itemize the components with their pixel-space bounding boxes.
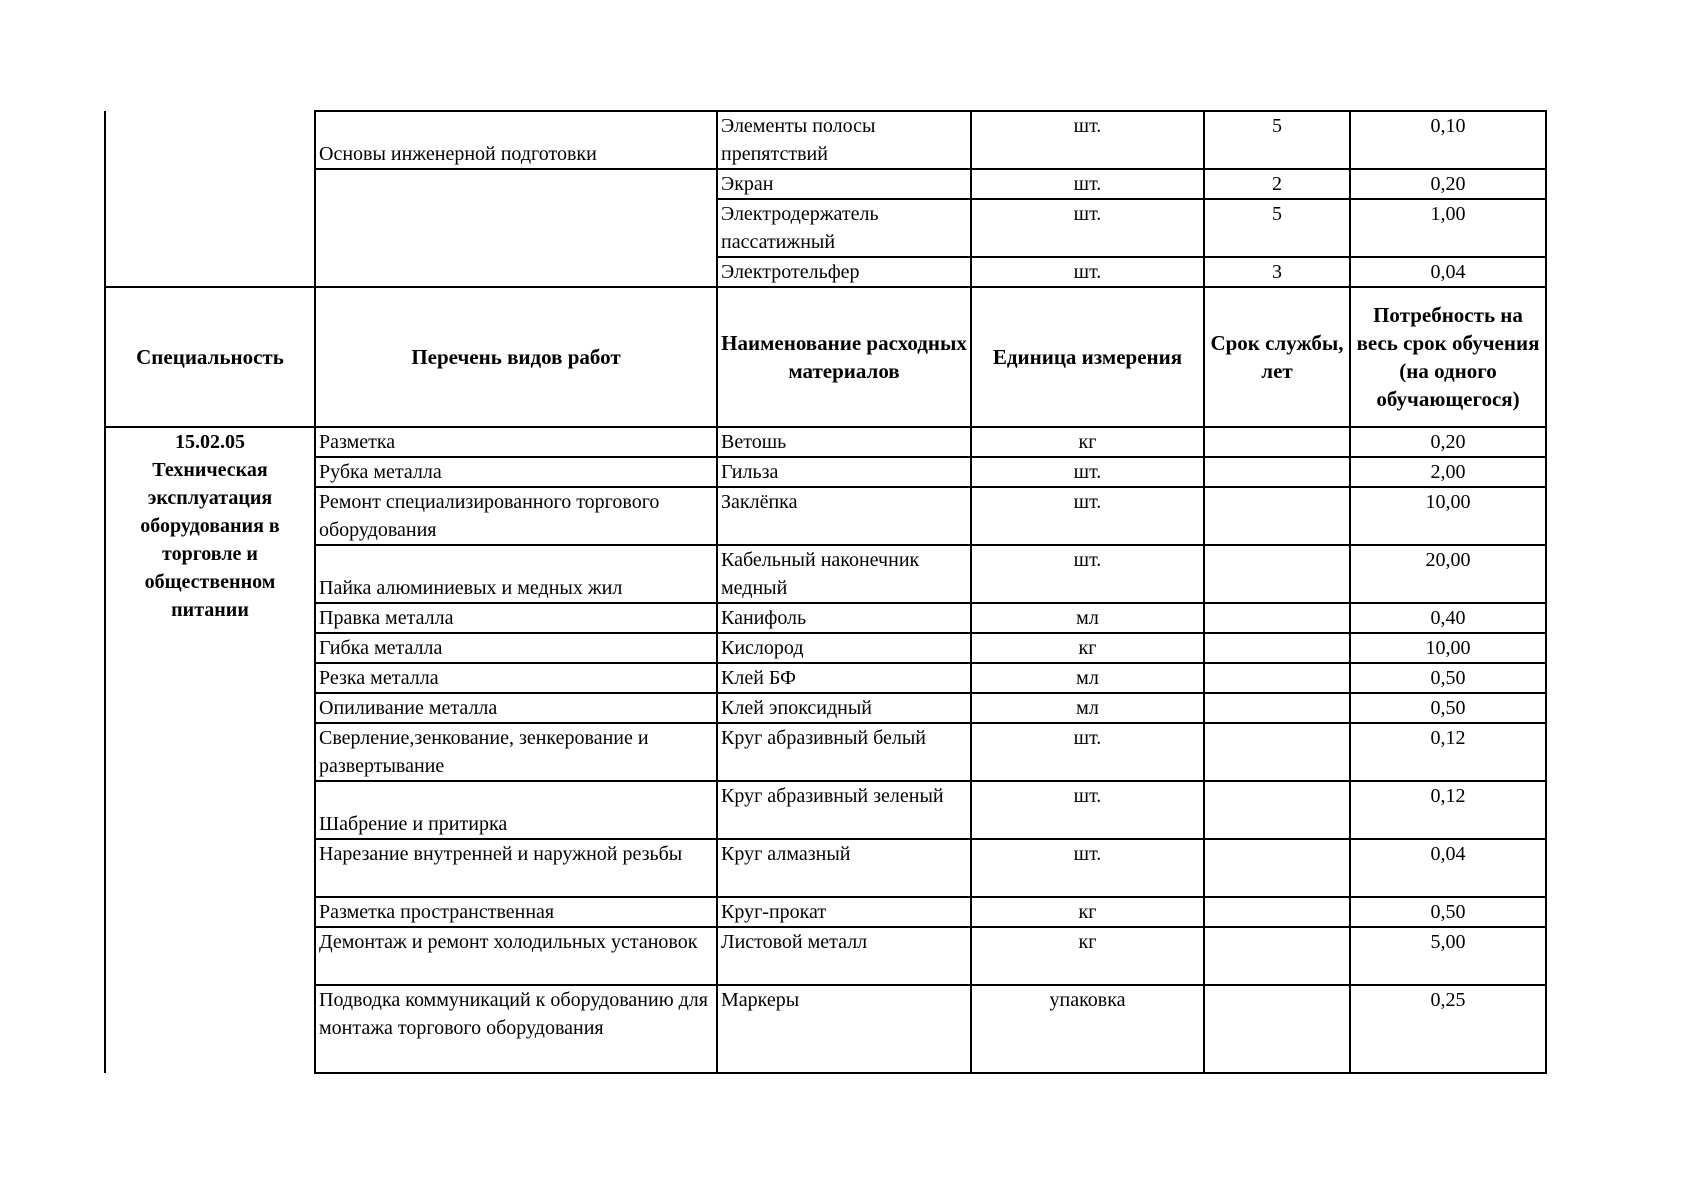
table-row: [105, 839, 1546, 897]
life-cell: [1204, 427, 1350, 457]
table-row: [105, 427, 1546, 457]
specialty-cell: [105, 427, 315, 1073]
need-cell: 1,00: [1350, 199, 1546, 257]
life-cell: 3: [1204, 257, 1350, 287]
life-cell: [1204, 985, 1350, 1073]
unit-cell: мл: [971, 663, 1204, 693]
life-cell: [1204, 927, 1350, 985]
unit-cell: кг: [971, 633, 1204, 663]
life-cell: 2: [1204, 169, 1350, 199]
unit-cell: шт.: [971, 723, 1204, 781]
need-cell: 20,00: [1350, 545, 1546, 603]
table-row: [105, 633, 1546, 663]
life-cell: [1204, 487, 1350, 545]
work-cell: Разметка пространственная: [315, 897, 717, 927]
table-row: [105, 663, 1546, 693]
table-row: [105, 693, 1546, 723]
unit-cell: шт.: [971, 457, 1204, 487]
header-works: Перечень видов работ: [315, 287, 717, 427]
work-group-cell: Основы инженерной подготовки: [315, 111, 717, 169]
life-cell: [1204, 603, 1350, 633]
table-row: [105, 603, 1546, 633]
life-cell: [1204, 897, 1350, 927]
life-cell: [1204, 723, 1350, 781]
material-cell: Клей эпоксидный: [717, 693, 971, 723]
need-cell: 0,20: [1350, 427, 1546, 457]
work-cell-empty: [315, 169, 717, 287]
material-cell: Экран: [717, 169, 971, 199]
work-cell: Шабрение и притирка: [315, 781, 717, 839]
life-cell: 5: [1204, 199, 1350, 257]
need-cell: 0,10: [1350, 111, 1546, 169]
unit-cell: мл: [971, 603, 1204, 633]
table-row: [105, 457, 1546, 487]
unit-cell: шт.: [971, 545, 1204, 603]
life-cell: [1204, 633, 1350, 663]
unit-cell: упаковка: [971, 985, 1204, 1073]
unit-cell: шт.: [971, 111, 1204, 169]
table-row: [105, 927, 1546, 985]
need-cell: 0,04: [1350, 839, 1546, 897]
material-cell: Круг-прокат: [717, 897, 971, 927]
need-cell: 0,25: [1350, 985, 1546, 1073]
unit-cell: шт.: [971, 781, 1204, 839]
work-cell: Опиливание металла: [315, 693, 717, 723]
header-life: Срок службы, лет: [1204, 287, 1350, 427]
work-cell: Ремонт специализированного торгового оборудования: [315, 487, 717, 545]
need-cell: 0,50: [1350, 693, 1546, 723]
unit-cell: кг: [971, 897, 1204, 927]
material-cell: Круг алмазный: [717, 839, 971, 897]
unit-cell: шт.: [971, 487, 1204, 545]
material-cell: Электротельфер: [717, 257, 971, 287]
need-cell: 5,00: [1350, 927, 1546, 985]
material-cell: Канифоль: [717, 603, 971, 633]
need-cell: 10,00: [1350, 487, 1546, 545]
life-cell: [1204, 693, 1350, 723]
unit-cell: шт.: [971, 839, 1204, 897]
materials-table: [104, 110, 1547, 1074]
table-row: [105, 897, 1546, 927]
table-row: [105, 985, 1546, 1073]
need-cell: 2,00: [1350, 457, 1546, 487]
unit-cell: шт.: [971, 257, 1204, 287]
work-cell: Разметка: [315, 427, 717, 457]
work-cell: Правка металла: [315, 603, 717, 633]
header-need: Потребность на весь срок обучения (на одного обучающегося): [1350, 287, 1546, 427]
unit-cell: шт.: [971, 199, 1204, 257]
continuation-row: [105, 169, 1546, 199]
continuation-row: [105, 111, 1546, 169]
header-material: Наименование расходных материалов: [717, 287, 971, 427]
life-cell: [1204, 781, 1350, 839]
table-row: [105, 487, 1546, 545]
unit-cell: кг: [971, 427, 1204, 457]
unit-cell: шт.: [971, 169, 1204, 199]
material-cell: Клей БФ: [717, 663, 971, 693]
material-cell: Маркеры: [717, 985, 971, 1073]
material-cell: Заклёпка: [717, 487, 971, 545]
work-cell: Подводка коммуникаций к оборудованию для монтажа торгового оборудования: [315, 985, 717, 1073]
need-cell: 0,20: [1350, 169, 1546, 199]
work-cell: Резка металла: [315, 663, 717, 693]
table-row: [105, 781, 1546, 839]
need-cell: 0,12: [1350, 723, 1546, 781]
life-cell: [1204, 663, 1350, 693]
header-unit: Единица измерения: [971, 287, 1204, 427]
header-specialty: Специальность: [105, 287, 315, 427]
need-cell: 0,50: [1350, 663, 1546, 693]
material-cell: Кислород: [717, 633, 971, 663]
table-header-row: [105, 287, 1546, 427]
material-cell: Круг абразивный белый: [717, 723, 971, 781]
specialty-name: Техническая эксплуатация оборудования в торговле и общественном питании: [140, 459, 280, 621]
specialty-code: 15.02.05: [175, 431, 245, 453]
work-cell: Сверление,зенкование, зенкерование и развертывание: [315, 723, 717, 781]
life-cell: [1204, 545, 1350, 603]
table-row: [105, 545, 1546, 603]
work-cell: Пайка алюминиевых и медных жил: [315, 545, 717, 603]
material-cell: Гильза: [717, 457, 971, 487]
life-cell: [1204, 839, 1350, 897]
need-cell: 0,50: [1350, 897, 1546, 927]
material-cell: Кабельный наконечник медный: [717, 545, 971, 603]
work-cell: Рубка металла: [315, 457, 717, 487]
material-cell: Элементы полосы препятствий: [717, 111, 971, 169]
material-cell: Круг абразивный зеленый: [717, 781, 971, 839]
work-cell: Демонтаж и ремонт холодильных установок: [315, 927, 717, 985]
life-cell: 5: [1204, 111, 1350, 169]
unit-cell: кг: [971, 927, 1204, 985]
need-cell: 0,12: [1350, 781, 1546, 839]
material-cell: Ветошь: [717, 427, 971, 457]
work-cell: Нарезание внутренней и наружной резьбы: [315, 839, 717, 897]
need-cell: 0,04: [1350, 257, 1546, 287]
specialty-cell-continued: [105, 111, 315, 287]
unit-cell: мл: [971, 693, 1204, 723]
work-cell: Гибка металла: [315, 633, 717, 663]
need-cell: 10,00: [1350, 633, 1546, 663]
material-cell: Электродержатель пассатижный: [717, 199, 971, 257]
life-cell: [1204, 457, 1350, 487]
material-cell: Листовой металл: [717, 927, 971, 985]
table-row: [105, 723, 1546, 781]
need-cell: 0,40: [1350, 603, 1546, 633]
